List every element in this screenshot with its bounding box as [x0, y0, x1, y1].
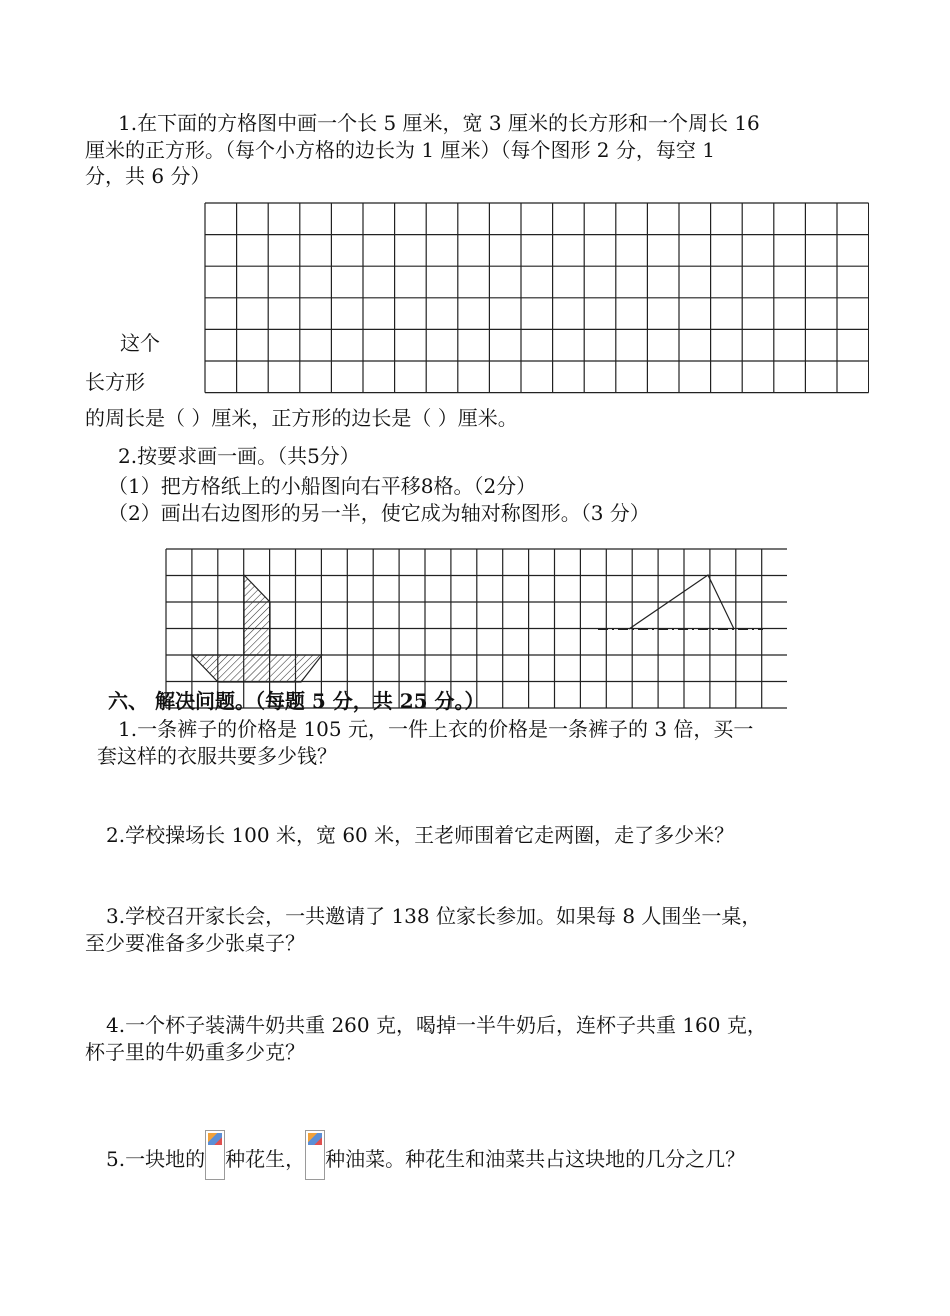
problem-4-line1: 4.一个杯子装满牛奶共重 260 克，喝掉一半牛奶后，连杯子共重 160 克， [106, 1013, 767, 1037]
broken-fraction-image-2 [305, 1130, 325, 1180]
problem-5-suffix: 种油菜。种花生和油菜共占这块地的几分之几？ [325, 1147, 746, 1171]
problem-1-line2: 套这样的衣服共要多少钱？ [97, 744, 337, 768]
q2-drawing-grid[interactable] [165, 548, 787, 710]
q2-task1: （1）把方格纸上的小船图向右平移8格。（2分） [108, 474, 537, 498]
problem-3-line2: 至少要准备多少张桌子？ [85, 931, 305, 955]
problem-5-line [106, 1130, 745, 1180]
problem-5-middle: 种花生， [225, 1147, 306, 1171]
problem-2-line1: 2.学校操场长 100 米，宽 60 米，王老师围着它走两圈，走了多少米？ [106, 823, 735, 847]
q2-title: 2.按要求画一画。（共5分） [118, 444, 360, 468]
problem-5-prefix: 5.一块地的 [106, 1147, 206, 1171]
problem-3-line1: 3.学校召开家长会，一共邀请了 138 位家长参加。如果每 8 人围坐一桌， [106, 904, 762, 928]
q2-task2: （2）画出右边图形的另一半，使它成为轴对称图形。（3 分） [108, 501, 650, 525]
problem-1-line1: 1.一条裤子的价格是 105 元，一件上衣的价格是一条裤子的 3 倍，买一 [118, 717, 754, 741]
q1-side-label-1: 这个 [120, 331, 160, 355]
broken-fraction-image-1 [205, 1130, 225, 1180]
q1-side-label-2: 长方形 [85, 370, 145, 394]
problem-4-line2: 杯子里的牛奶重多少克？ [85, 1040, 305, 1064]
q1-text-line1: 1.在下面的方格图中画一个长 5 厘米，宽 3 厘米的长方形和一个周长 16 [118, 111, 760, 135]
q1-drawing-grid[interactable] [204, 202, 869, 394]
section-6-heading: 六、 解决问题。（每题 5 分，共 25 分。） [108, 689, 485, 713]
q1-answer-blanks[interactable]: 的周长是（ ）厘米，正方形的边长是（ ）厘米。 [85, 406, 518, 430]
q1-text-line3: 分，共 6 分） [85, 164, 211, 188]
q1-text-line2: 厘米的正方形。（每个小方格的边长为 1 厘米）（每个图形 2 分，每空 1 [85, 138, 715, 162]
